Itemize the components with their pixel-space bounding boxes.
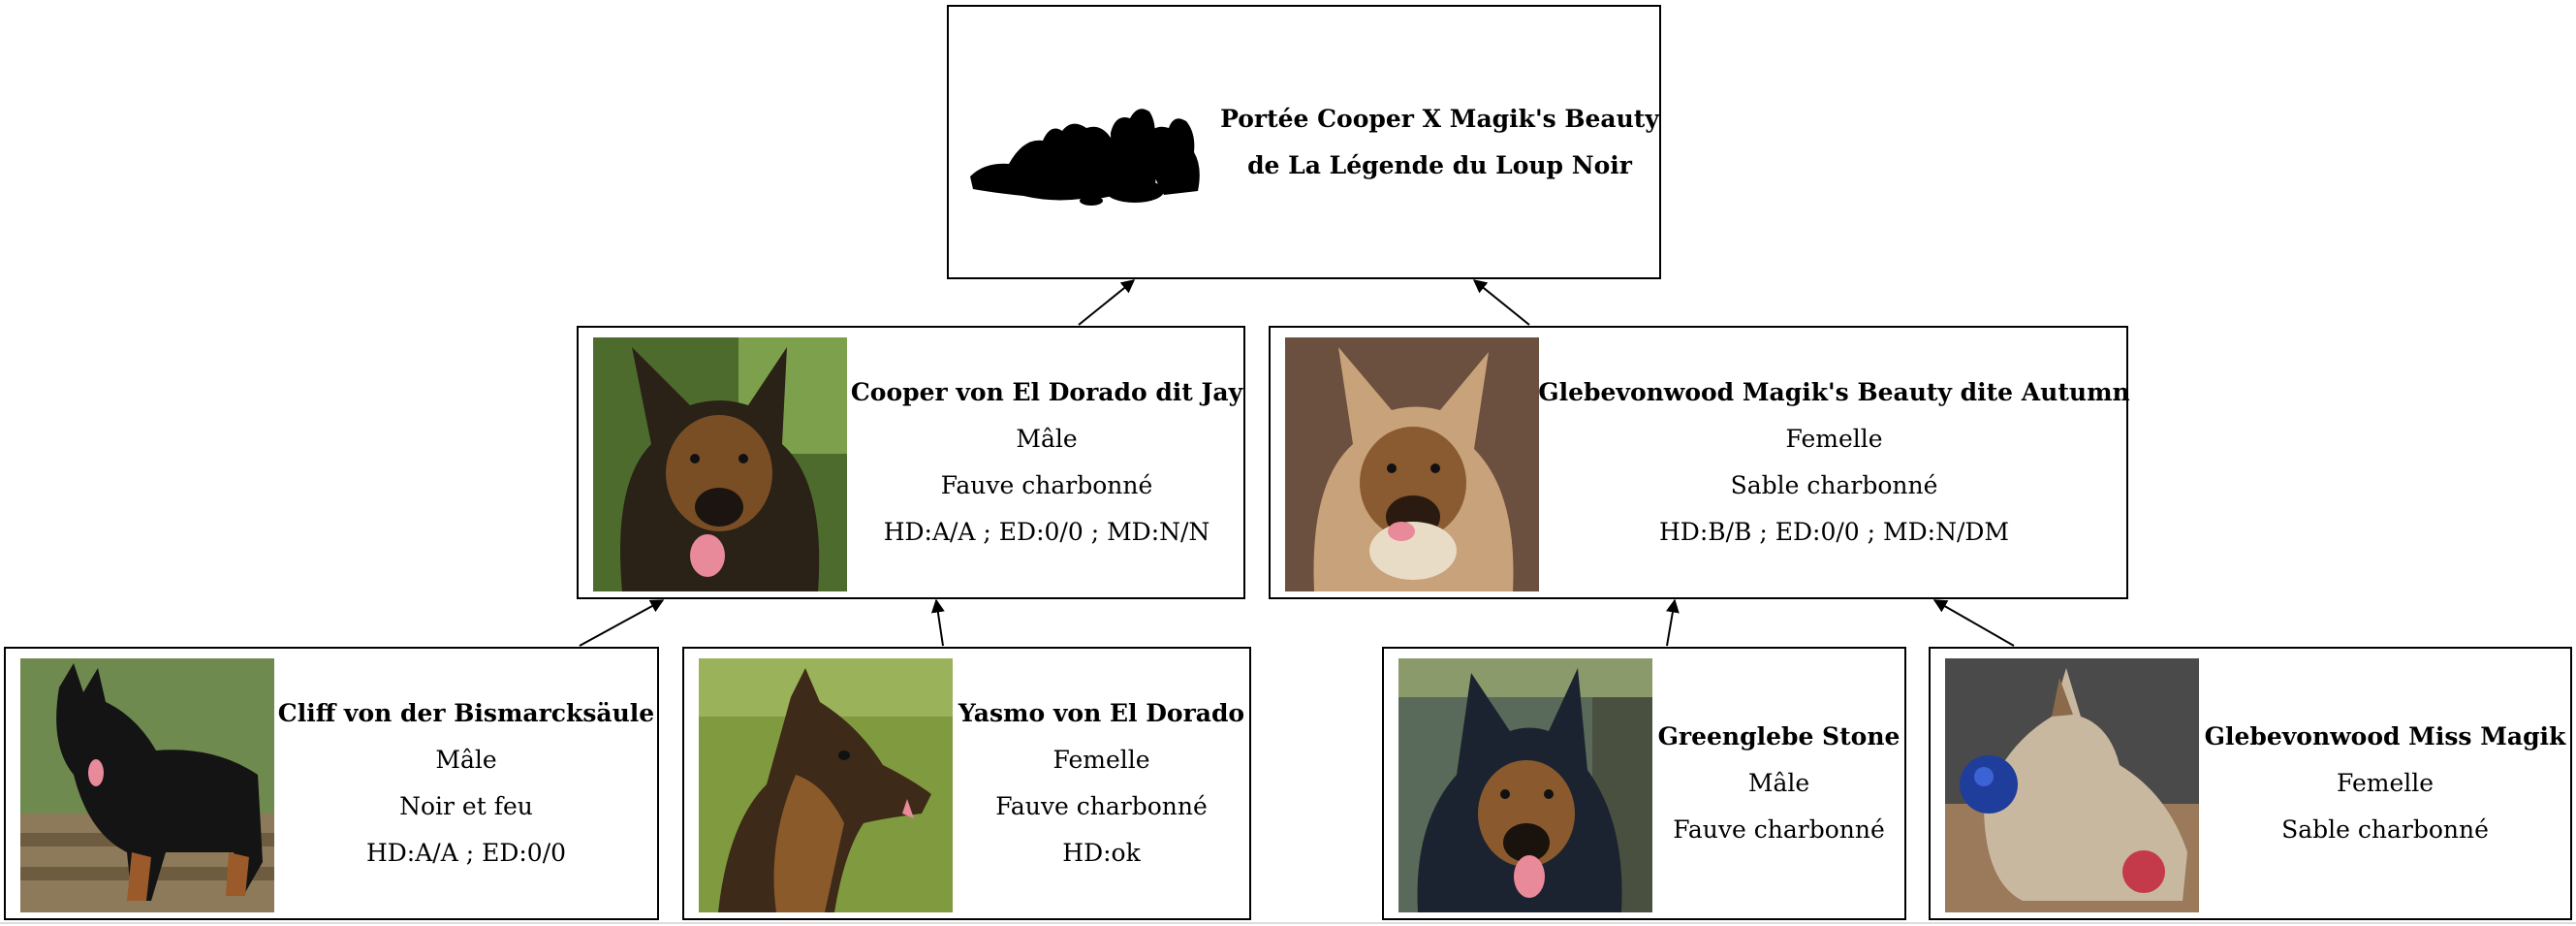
sire-color: Fauve charbonné: [940, 471, 1153, 499]
sire-dam-sex: Femelle: [1052, 746, 1150, 774]
litter-info: [1220, 7, 1659, 277]
sire-sire-sex: Mâle: [435, 746, 497, 774]
edge-dam-to-root: [1474, 280, 1529, 325]
sire-sire-node[interactable]: [4, 647, 659, 920]
edge-cliff-to-sire: [580, 600, 663, 646]
edge-missmagik-to-dam: [1934, 600, 2014, 646]
dam-dam-sex: Femelle: [2336, 769, 2435, 797]
dam-info: [1538, 328, 2130, 597]
edge-yasmo-to-sire: [936, 600, 943, 646]
dam-dam-color: Sable charbonné: [2281, 815, 2489, 844]
sire-dam-photo: [699, 658, 953, 912]
sire-name: Cooper von El Dorado dit Jay: [850, 378, 1243, 406]
sire-node[interactable]: [577, 326, 1245, 599]
dam-color: Sable charbonné: [1730, 471, 1938, 499]
dam-sire-node[interactable]: [1382, 647, 1906, 920]
puppies-silhouette-icon: [965, 94, 1222, 210]
dam-node[interactable]: [1269, 326, 2128, 599]
dam-sire-info: [1653, 649, 1904, 918]
litter-node[interactable]: [947, 5, 1661, 279]
bottom-divider: [0, 922, 2576, 924]
sire-dam-node[interactable]: [682, 647, 1251, 920]
sire-sex: Mâle: [1016, 425, 1078, 453]
dam-sire-color: Fauve charbonné: [1673, 815, 1885, 844]
litter-title-line2: de La Légende du Loup Noir: [1247, 150, 1632, 179]
dam-health: HD:B/B ; ED:0/0 ; MD:N/DM: [1658, 518, 2010, 546]
dam-dam-node[interactable]: [1929, 647, 2572, 920]
edge-sire-to-root: [1079, 280, 1134, 325]
sire-dam-name: Yasmo von El Dorado: [958, 699, 1245, 727]
sire-info: [850, 328, 1243, 597]
dam-dam-photo: [1945, 658, 2199, 912]
edge-stone-to-dam: [1667, 600, 1675, 646]
dam-dam-name: Glebevonwood Miss Magik: [2204, 722, 2566, 750]
dam-sire-photo: [1398, 658, 1652, 912]
dam-name: Glebevonwood Magik's Beauty dite Autumn: [1538, 378, 2130, 406]
dam-sire-name: Greenglebe Stone: [1657, 722, 1901, 750]
sire-health: HD:A/A ; ED:0/0 ; MD:N/N: [883, 518, 1210, 546]
sire-photo: [593, 337, 847, 591]
sire-sire-info: [275, 649, 657, 918]
dam-dam-info: [2200, 649, 2570, 918]
sire-dam-info: [954, 649, 1249, 918]
dam-photo: [1285, 337, 1539, 591]
sire-sire-name: Cliff von der Bismarcksäule: [277, 699, 655, 727]
sire-sire-photo: [20, 658, 274, 912]
dam-sex: Femelle: [1785, 425, 1883, 453]
sire-sire-color: Noir et feu: [399, 792, 533, 820]
sire-sire-health: HD:A/A ; ED:0/0: [365, 839, 567, 867]
litter-title-line1: Portée Cooper X Magik's Beauty: [1220, 104, 1659, 133]
dam-sire-sex: Mâle: [1747, 769, 1810, 797]
sire-dam-health: HD:ok: [1062, 839, 1141, 867]
sire-dam-color: Fauve charbonné: [995, 792, 1208, 820]
